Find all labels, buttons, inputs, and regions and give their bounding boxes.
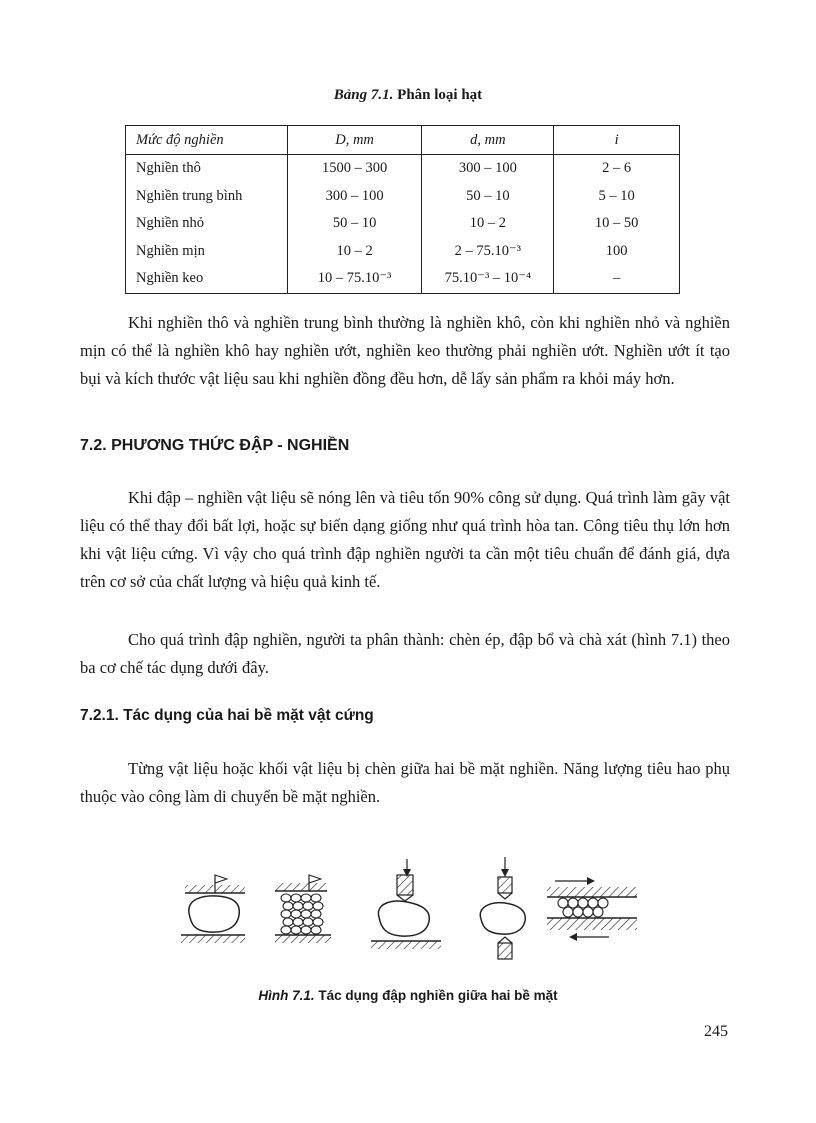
table-cell: 10 – 2	[422, 210, 554, 238]
table-row	[126, 210, 680, 238]
table-cell: 75.10⁻³ – 10⁻⁴	[422, 265, 554, 293]
paragraph-grinding-modes: Khi nghiền thô và nghiền trung bình thường là nghiền khô, còn khi nghiền nhỏ và nghiền mịn có thể là nghiền khô hay nghiền ướt, nghiền keo thường phải nghiền ướt. Nghiền ướt ít tạo bụi và kích thước vật liệu sau khi nghiền đồng đều hơn, dễ lấy sản phẩm ra khỏi máy hơn.	[80, 313, 730, 388]
table-caption-title: Phân loại hạt	[397, 87, 483, 103]
table-row	[126, 183, 680, 211]
diagram-attrition	[547, 877, 637, 941]
diagram-single-particle-compression	[181, 875, 245, 943]
table-cell: Nghiền mịn	[126, 238, 288, 266]
table-row	[126, 238, 680, 266]
diagram-impact-splitting	[371, 859, 441, 949]
grinding-mechanisms-figure	[175, 855, 645, 965]
section-heading: 7.2. PHƯƠNG THỨC ĐẬP - NGHIỀN	[80, 437, 350, 454]
header-input-size: D, mm	[287, 126, 422, 155]
figure-caption-title: Tác dụng đập nghiền giữa hai bề mặt	[318, 988, 558, 1003]
table-cell: Nghiền thô	[126, 155, 288, 183]
table-cell: Nghiền nhỏ	[126, 210, 288, 238]
table-row	[126, 155, 680, 183]
figure-caption	[0, 988, 816, 1003]
table-cell: 300 – 100	[287, 183, 422, 211]
table-cell: 10 – 50	[554, 210, 680, 238]
table-cell: Nghiền trung bình	[126, 183, 288, 211]
table-cell: Nghiền keo	[126, 265, 288, 293]
table-caption	[0, 87, 816, 104]
header-output-size: d, mm	[422, 126, 554, 155]
paragraph-energy: Khi đập – nghiền vật liệu sẽ nóng lên và tiêu tốn 90% công sử dụng. Quá trình làm gãy vật liệu có thể thay đổi bất lợi, hoặc sự biến dạng giống như quá trình hòa tan. Công tiêu thụ lớn hơn khi vật liệu cứng. Vì vậy cho quá trình đập nghiền người ta cần một tiêu chuẩn để đánh giá, dựa trên cơ sở của chất lượng và hiệu quả kinh tế.	[80, 488, 730, 591]
table-row	[126, 265, 680, 293]
paragraph-two-surfaces: Từng vật liệu hoặc khối vật liệu bị chèn giữa hai bề mặt nghiền. Năng lượng tiêu hao phụ thuộc vào công làm di chuyển bề mặt nghiền.	[80, 759, 730, 806]
table-header-row	[126, 126, 680, 155]
table-cell: 300 – 100	[422, 155, 554, 183]
particle-classification-table	[125, 125, 680, 294]
diagram-particle-bed-compression	[275, 875, 331, 943]
table-cell: 2 – 6	[554, 155, 680, 183]
page-number: 245	[704, 1023, 728, 1040]
table-cell: 10 – 2	[287, 238, 422, 266]
header-ratio: i	[554, 126, 680, 155]
table-cell: 100	[554, 238, 680, 266]
table-cell: 50 – 10	[287, 210, 422, 238]
table-cell: 5 – 10	[554, 183, 680, 211]
table-cell: 10 – 75.10⁻³	[287, 265, 422, 293]
table-cell: 1500 – 300	[287, 155, 422, 183]
diagram-wedge-splitting	[480, 857, 525, 959]
subsection-heading: 7.2.1. Tác dụng của hai bề mặt vật cứng	[80, 707, 374, 724]
table-cell: 50 – 10	[422, 183, 554, 211]
paragraph-mechanisms: Cho quá trình đập nghiền, người ta phân thành: chèn ép, đập bổ và chà xát (hình 7.1) theo ba cơ chế tác dụng dưới đây.	[80, 630, 730, 677]
figure-caption-label: Hình 7.1.	[258, 988, 315, 1003]
table-cell: –	[554, 265, 680, 293]
table-cell: 2 – 75.10⁻³	[422, 238, 554, 266]
table-caption-label: Bảng 7.1.	[333, 87, 394, 103]
header-grinding-level: Mức độ nghiền	[126, 126, 288, 155]
